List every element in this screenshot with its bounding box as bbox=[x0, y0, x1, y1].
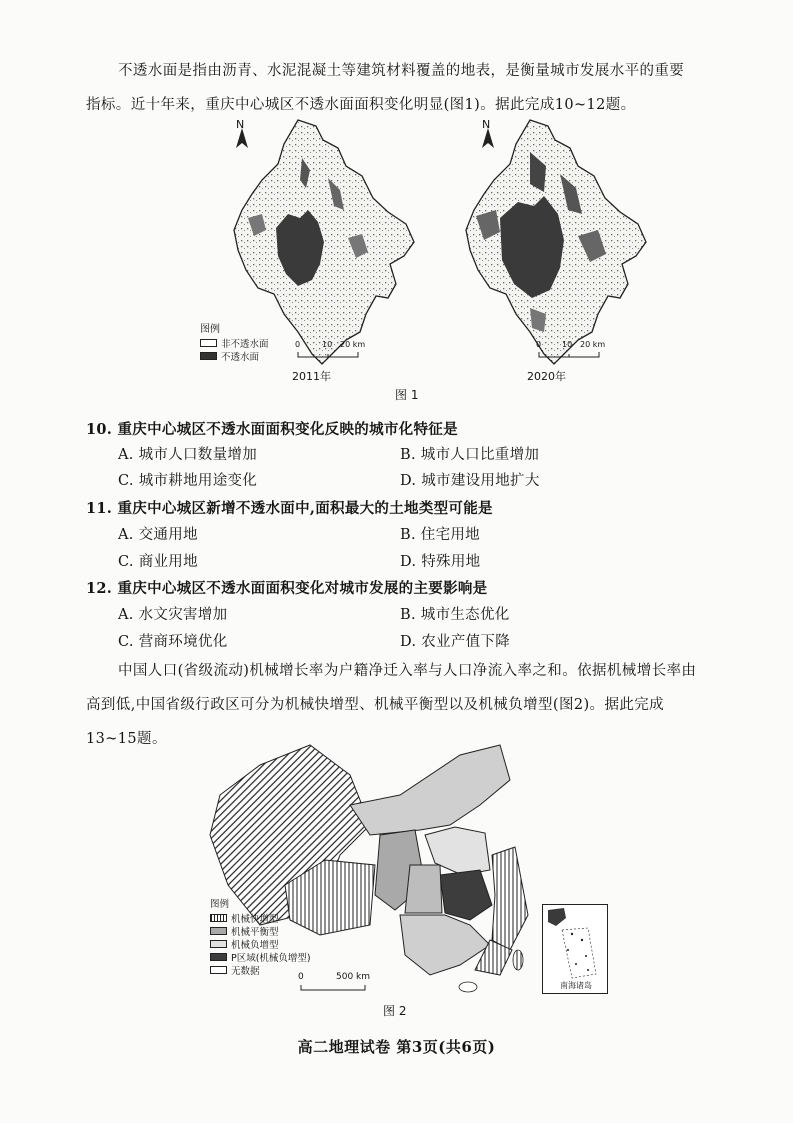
north-label-left: N bbox=[236, 118, 245, 131]
legend-item-balanced bbox=[210, 924, 311, 937]
legend-item-pervious bbox=[200, 336, 269, 349]
figure1-caption: 图 1 bbox=[395, 388, 419, 402]
question-11-option-c[interactable]: C. 商业用地 bbox=[118, 554, 198, 570]
impervious-swatch bbox=[200, 352, 217, 360]
question-11-option-b[interactable]: B. 住宅用地 bbox=[400, 527, 480, 543]
question-11-option-d[interactable]: D. 特殊用地 bbox=[400, 554, 481, 570]
legend-label-pervious: 非不透水面 bbox=[221, 338, 269, 350]
scale-tick-10-right: 10 bbox=[562, 340, 573, 349]
scale-tick-20-left: 20 km bbox=[340, 340, 366, 349]
question-10-option-c[interactable]: C. 城市耕地用途变化 bbox=[118, 473, 258, 489]
legend-item-nodata bbox=[210, 963, 311, 976]
figure2-caption: 图 2 bbox=[383, 1004, 407, 1018]
figure1-map-2020 bbox=[460, 118, 650, 368]
figure2-scale-500: 500 km bbox=[336, 972, 371, 982]
figure1-legend bbox=[200, 320, 269, 362]
scale-tick-20-right: 20 km bbox=[580, 340, 606, 349]
page-footer: 高二地理试卷 第3页(共6页) bbox=[297, 1038, 496, 1056]
question-12-option-d[interactable]: D. 农业产值下降 bbox=[400, 634, 511, 650]
figure1-scale-bar-right bbox=[538, 352, 600, 358]
figure1-legend-title: 图例 bbox=[200, 324, 220, 335]
question-11-option-a[interactable]: A. 交通用地 bbox=[118, 527, 198, 543]
question-10-option-d[interactable]: D. 城市建设用地扩大 bbox=[400, 473, 540, 489]
north-label-right: N bbox=[482, 118, 491, 131]
legend-label-nodata: 无数据 bbox=[231, 965, 260, 977]
legend-label-p-region: P区域(机械负增型) bbox=[231, 952, 311, 964]
intro-paragraph-2: 中国人口(省级流动)机械增长率为户籍净迁入率与人口净流入率之和。依据机械增长率由高到低,中国省级行政区可分为机械快增型、机械平衡型以及机械负增型(图2)。据此完成13~15题。 bbox=[86, 663, 697, 747]
balanced-swatch bbox=[210, 927, 227, 935]
question-12-option-b[interactable]: B. 城市生态优化 bbox=[400, 607, 510, 623]
year-label-2020: 2020年 bbox=[527, 370, 566, 383]
legend-item-negative bbox=[210, 937, 311, 950]
question-12-stem: 12. 重庆中心城区不透水面面积变化对城市发展的主要影响是 bbox=[86, 580, 488, 597]
figure2-scale-bar bbox=[300, 985, 366, 991]
figure2-legend-title: 图例 bbox=[210, 899, 230, 910]
legend-label-impervious: 不透水面 bbox=[221, 351, 260, 363]
legend-label-balanced: 机械平衡型 bbox=[231, 926, 279, 938]
year-label-2011: 2011年 bbox=[292, 370, 331, 383]
question-12-option-a[interactable]: A. 水文灾害增加 bbox=[118, 607, 228, 623]
figure2-scale-0: 0 bbox=[298, 972, 304, 982]
intro-paragraph-1: 不透水面是指由沥青、水泥混凝土等建筑材料覆盖的地表，是衡量城市发展水平的重要指标。近十年来，重庆中心城区不透水面面积变化明显(图1)。据此完成10~12题。 bbox=[86, 63, 685, 113]
legend-item-impervious bbox=[200, 349, 269, 362]
scale-tick-0-left: 0 bbox=[295, 340, 301, 349]
question-10-option-a[interactable]: A. 城市人口数量增加 bbox=[118, 447, 257, 463]
legend-item-p-region bbox=[210, 950, 311, 963]
inset-label: 南海诸岛 bbox=[560, 981, 592, 990]
nodata-swatch bbox=[210, 966, 227, 974]
question-12-option-c[interactable]: C. 营商环境优化 bbox=[118, 634, 228, 650]
scale-tick-10-left: 10 bbox=[322, 340, 333, 349]
question-11-stem: 11. 重庆中心城区新增不透水面中,面积最大的土地类型可能是 bbox=[86, 500, 493, 517]
fast-swatch bbox=[210, 914, 227, 922]
p-region-swatch bbox=[210, 953, 227, 961]
legend-label-negative: 机械负增型 bbox=[231, 939, 279, 951]
figure1-scale-bar-left bbox=[297, 352, 359, 358]
scale-tick-0-right: 0 bbox=[536, 340, 542, 349]
figure2-legend bbox=[210, 896, 311, 976]
question-10-stem: 10. 重庆中心城区不透水面面积变化反映的城市化特征是 bbox=[86, 421, 458, 438]
question-10-option-b[interactable]: B. 城市人口比重增加 bbox=[400, 447, 540, 463]
pervious-swatch bbox=[200, 339, 217, 347]
negative-swatch bbox=[210, 940, 227, 948]
legend-item-fast bbox=[210, 911, 311, 924]
legend-label-fast: 机械快增型 bbox=[231, 913, 279, 925]
